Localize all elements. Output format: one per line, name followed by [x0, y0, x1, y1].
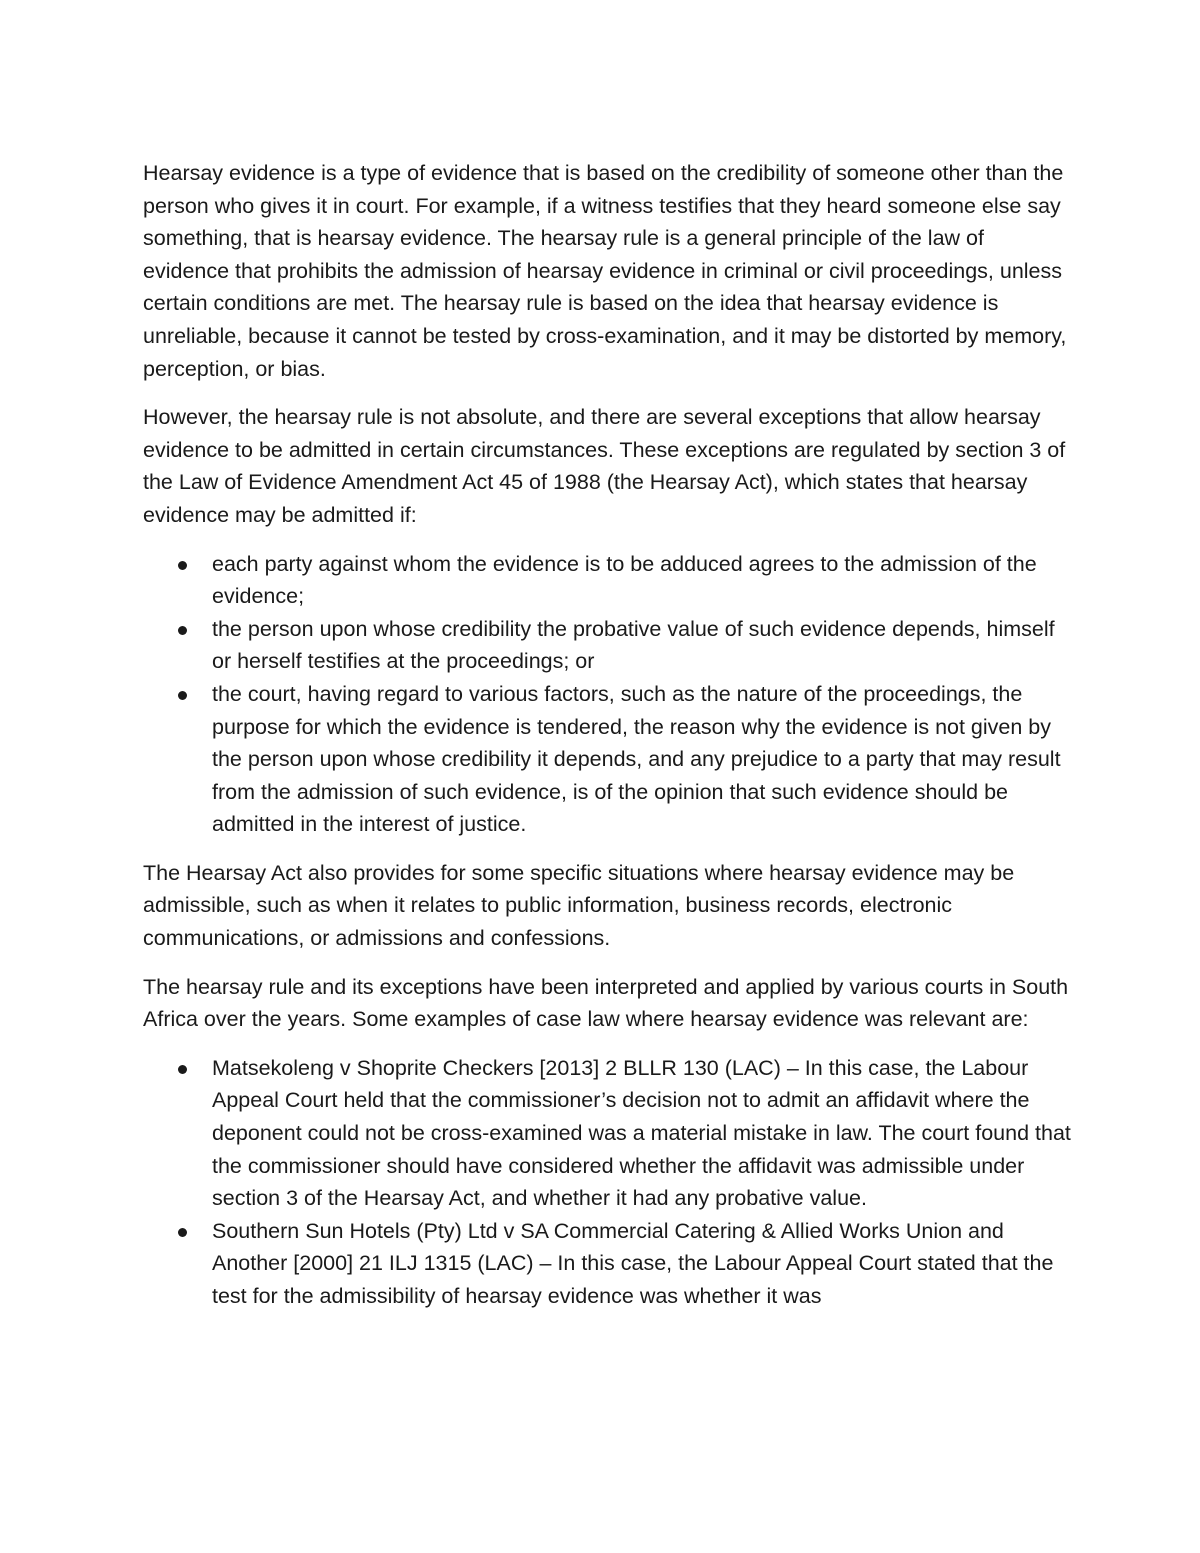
list-item: [143, 1052, 1073, 1215]
document-body: [143, 157, 1073, 1329]
list-item: [143, 613, 1073, 678]
list-item: [143, 548, 1073, 613]
bullet-icon: [178, 561, 187, 570]
case-law-list: [143, 1052, 1073, 1313]
paragraph-case-law-intro: The hearsay rule and its exceptions have been interpreted and applied by various courts in South Africa over the years. Some examples of case law where hearsay evidence was relevant are:: [143, 974, 1069, 1032]
bullet-icon: [178, 691, 187, 700]
list-item-text: Southern Sun Hotels (Pty) Ltd v SA Commercial Catering & Allied Works Union and Another [2000] 21 ILJ 1315 (LAC) – In this case, the Labour Appeal Court stated that the test for the admissibility of hearsay evidence was whether it was: [212, 1218, 1054, 1308]
list-item-text: the court, having regard to various factors, such as the nature of the proceedings, the purpose for which the evidence is tendered, the reason why the evidence is not given by the person upon whose credibility it depends, and any prejudice to a party that may result from the admission of such evidence, is of the opinion that such evidence should be admitted in the interest of justice.: [212, 681, 1061, 837]
paragraph-specific-situations: The Hearsay Act also provides for some specific situations where hearsay evidence may be admissible, such as when it relates to public information, business records, electronic communications, or admissions and confessions.: [143, 860, 1015, 951]
list-item-text: each party against whom the evidence is to be adduced agrees to the admission of the evidence;: [212, 551, 1037, 609]
paragraph-hearsay-definition: Hearsay evidence is a type of evidence that is based on the credibility of someone other than the person who gives it in court. For example, if a witness testifies that they heard someone else say something, that is hearsay evidence. The hearsay rule is a general principle of the law of evidence that prohibits the admission of hearsay evidence in criminal or civil proceedings, unless certain conditions are met. The hearsay rule is based on the idea that hearsay evidence is unreliable, because it cannot be tested by cross-examination, and it may be distorted by memory, perception, or bias.: [143, 161, 1067, 381]
bullet-icon: [178, 1228, 187, 1237]
admission-conditions-list: [143, 548, 1073, 841]
list-item-text: Matsekoleng v Shoprite Checkers [2013] 2 BLLR 130 (LAC) – In this case, the Labour Appeal Court held that the commissioner’s decision not to admit an affidavit where the deponent could not be cross-examined was a material mistake in law. The court found that the commissioner should have considered whether the affidavit was admissible under section 3 of the Hearsay Act, and whether it had any probative value.: [212, 1055, 1071, 1211]
list-item: [143, 1215, 1073, 1313]
paragraph-hearsay-exceptions: However, the hearsay rule is not absolute, and there are several exceptions that allow hearsay evidence to be admitted in certain circumstances. These exceptions are regulated by section 3 of the Law of Evidence Amendment Act 45 of 1988 (the Hearsay Act), which states that hearsay evidence may be admitted if:: [143, 405, 1066, 527]
bullet-icon: [178, 1065, 187, 1074]
list-item-text: the person upon whose credibility the probative value of such evidence depends, himself or herself testifies at the proceedings; or: [212, 616, 1055, 674]
list-item: [143, 678, 1073, 841]
bullet-icon: [178, 626, 187, 635]
